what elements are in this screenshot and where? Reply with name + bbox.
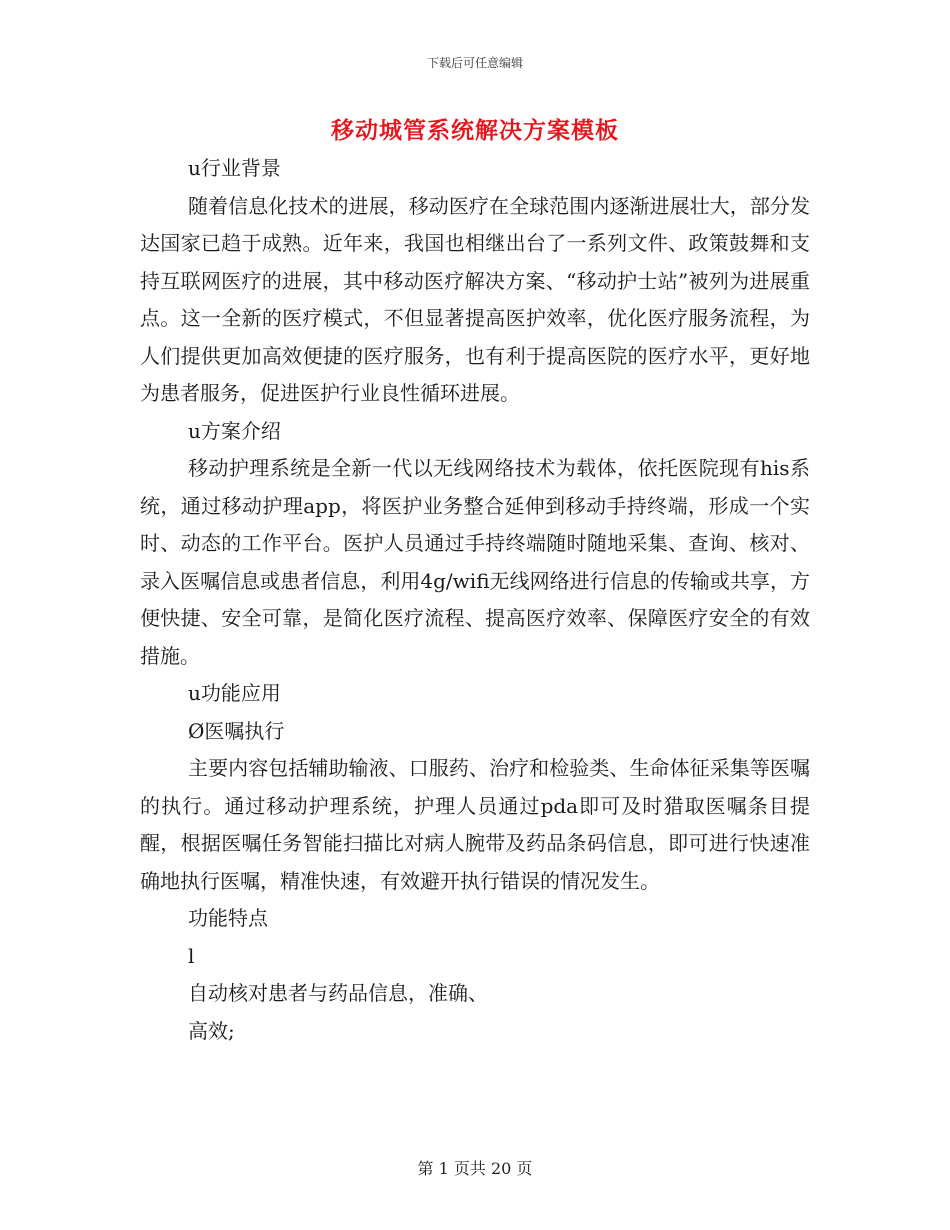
page-header-note: 下载后可任意编辑 [426,56,523,70]
section-heading-solution-intro: u方案介绍 [188,418,281,443]
document-body [140,150,810,1050]
paragraph-industry-background: 随着信息化技术的进展，移动医疗在全球范围内逐渐进展壮大，部分发达国家已趋于成熟。近年来，我国也相继出台了一系列文件、政策鼓舞和支持互联网医疗的进展，其中移动医疗解决方案、“移动护士站”被列为进展重点。这一全新的医疗模式，不但显著提高医护效率，优化医疗服务流程，为人们提供更加高效便捷的医疗服务，也有利于提高医院的医疗水平，更好地为患者服务，促进医护行业良性循环进展。 [140,193,810,405]
subheading-order-execution: Ø医嘱执行 [188,718,285,743]
page-footer-page-number: 第 1 页共 20 页 [417,1159,533,1178]
list-bullet-marker: l [188,943,195,968]
list-item-text: 自动核对患者与药品信息，准确、 [188,981,488,1005]
section-heading-function-application: u功能应用 [188,681,281,705]
list-item-text-continued: 高效; [188,1018,235,1043]
document-title: 移动城管系统解决方案模板 [331,117,619,144]
paragraph-solution-intro: 移动护理系统是全新一代以无线网络技术为载体，依托医院现有his系统，通过移动护理app，将医护业务整合延伸到移动手持终端，形成一个实时、动态的工作平台。医护人员通过手持终端随时随地采集、查询、核对、录入医嘱信息或患者信息，利用4g/wifi无线网络进行信息的传输或共享，方便快捷、安全可靠，是简化医疗流程、提高医疗效率、保障医疗安全的有效措施。 [140,456,810,668]
section-heading-industry-background: u行业背景 [188,156,281,180]
subheading-function-features: 功能特点 [188,906,268,930]
paragraph-order-execution: 主要内容包括辅助输液、口服药、治疗和检验类、生命体征采集等医嘱的执行。通过移动护理系统，护理人员通过pda即可及时猎取医嘱条目提醒，根据医嘱任务智能扫描比对病人腕带及药品条码信息，即可进行快速准确地执行医嘱，精准快速，有效避开执行错误的情况发生。 [140,756,810,893]
